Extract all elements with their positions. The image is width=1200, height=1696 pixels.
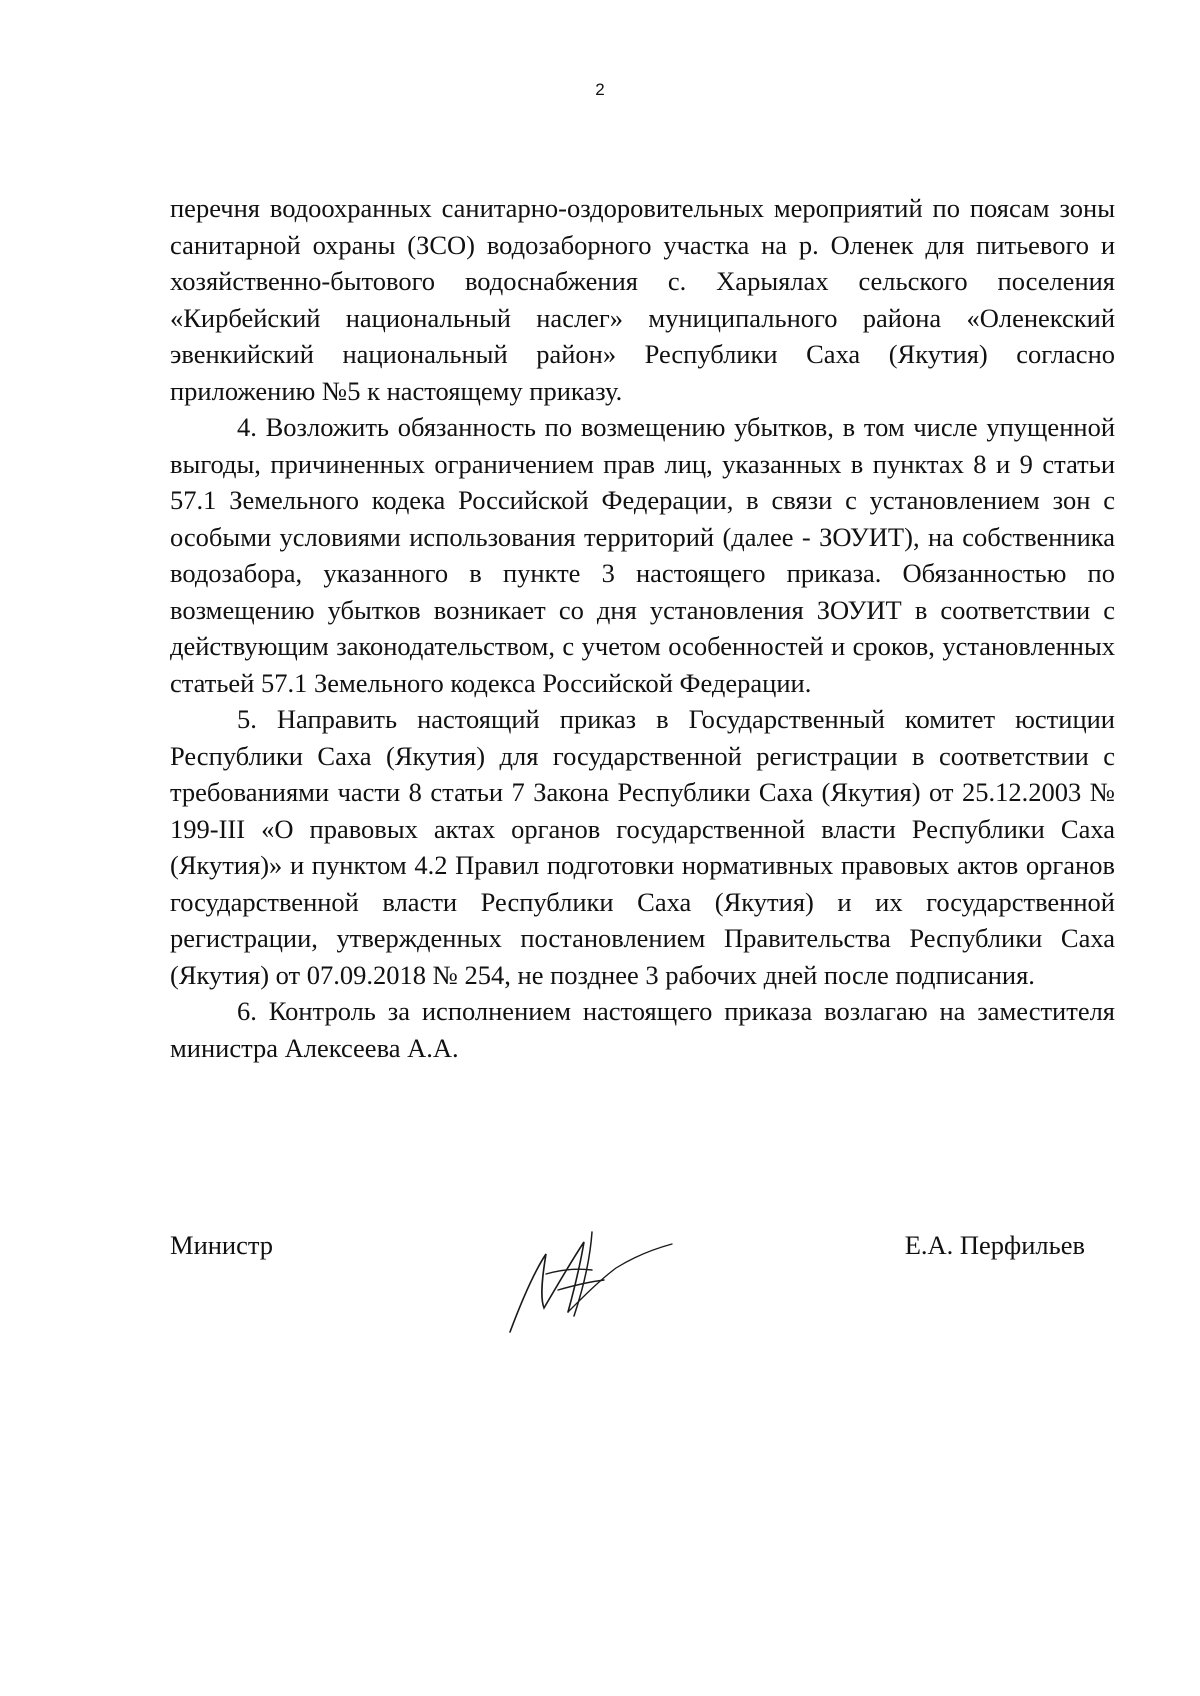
paragraph-intro: перечня водоохранных санитарно-оздоровительных мероприятий по поясам зоны санитарной охраны (ЗСО) водозаборного участка на р. Оленек для питьевого и хозяйственно-бытового водоснабжения с. Харыялах сельского поселения «Кирбейский национальный наслег» муниципального района «Оленекский эвенкийский национальный район» Республики Саха (Якутия) согласно приложению №5 к настоящему приказу. xyxy=(170,193,1115,406)
paragraph-item-5: 5. Направить настоящий приказ в Государственный комитет юстиции Республики Саха (Якутия) для государственной регистрации в соответствии с требованиями части 8 статьи 7 Закона Республики Саха (Якутия) от 25.12.2003 № 199-III «О правовых актах органов государственной власти Республики Саха (Якутия)» и пунктом 4.2 Правил подготовки нормативных правовых актов органов государственной власти Республики Саха (Якутия) и их государственной регистрации, утвержденных постановлением Правительства Республики Саха (Якутия) от 07.09.2018 № 254, не позднее 3 рабочих дней после подписания. xyxy=(170,704,1115,990)
document-body xyxy=(170,190,1115,1066)
signatory-title: Министр xyxy=(170,1230,274,1260)
paragraph-item-4: 4. Возложить обязанность по возмещению убытков, в том числе упущенной выгоды, причиненных ограничением прав лиц, указанных в пунктах 8 и 9 статьи 57.1 Земельного кодека Российской Федерации, в связи с установлением зон с особыми условиями использования территорий (далее - ЗОУИТ), на собственника водозабора, указанного в пункте 3 настоящего приказа. Обязанностью по возмещению убытков возникает со дня установления ЗОУИТ в соответствии с действующим законодательством, с учетом особенностей и сроков, установленных статьей 57.1 Земельного кодекса Российской Федерации. xyxy=(170,412,1115,698)
signatory-name: Е.А. Перфильев xyxy=(904,1230,1085,1260)
signature-block xyxy=(170,1230,1115,1350)
paragraph-item-6: 6. Контроль за исполнением настоящего приказа возлагаю на заместителя министра Алексеева А.А. xyxy=(170,996,1115,1063)
page-number: 2 xyxy=(595,80,605,99)
handwritten-signature xyxy=(500,1220,680,1340)
